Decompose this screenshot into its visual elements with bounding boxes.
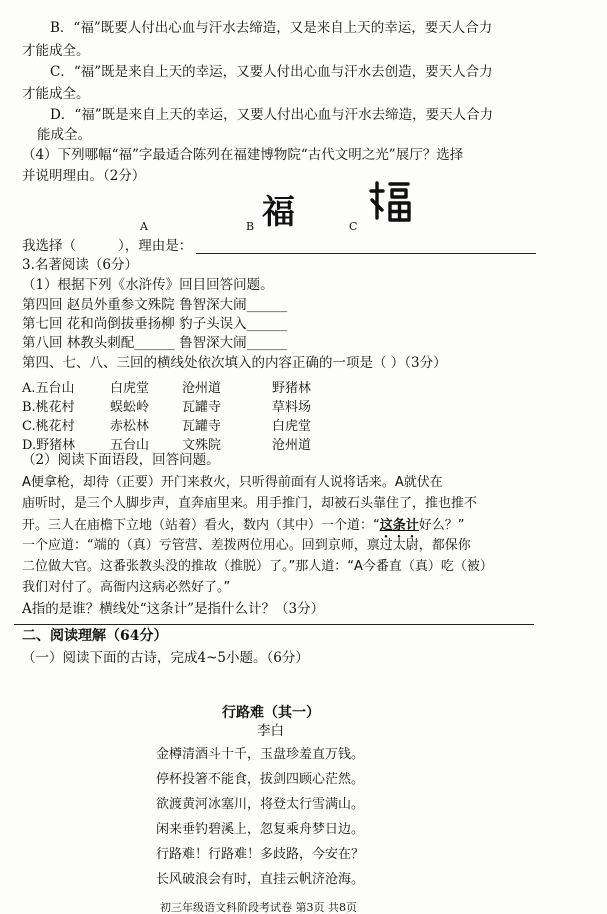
choice-d-3: 文殊院 bbox=[182, 438, 222, 453]
reading-part2: （2）阅读下面语段，回答问题。 bbox=[22, 452, 220, 468]
poem-line-3: 欲渡黄河冰塞川，将登太行雪满山。 bbox=[156, 797, 365, 812]
section2-title: 二、阅读理解（64分） bbox=[22, 628, 168, 644]
choice-a-1: A.五台山 bbox=[22, 381, 75, 396]
poem-line-1: 金樽清酒斗十千，玉盘珍羞直万钱。 bbox=[156, 747, 365, 762]
poem-line-2: 停杯投箸不能食，拔剑四顾心茫然。 bbox=[156, 772, 365, 787]
choice-b-3: 瓦罐寺 bbox=[182, 400, 222, 415]
passage-line-3-tail: 好么？” bbox=[418, 518, 465, 533]
option-c-line1: C．“福”既是来自上天的幸运，又要人付出心血与汗水去创造，要天人合力 bbox=[50, 64, 493, 80]
answer-choice-prefix: 我选择（ bbox=[22, 238, 76, 254]
label-c: C bbox=[349, 220, 358, 233]
q4-line2: 并说明理由。（2分） bbox=[22, 168, 146, 184]
passage-line-4: 一个应道：“端的（真）亏管营、差拨两位用心。回到京师，禀过太尉，都保你 bbox=[22, 538, 471, 553]
label-a: A bbox=[140, 220, 148, 233]
passage-line-6: 我们对付了。高衙内这病必然好了。” bbox=[22, 580, 231, 595]
choice-b-1: B.桃花村 bbox=[22, 400, 75, 415]
choice-a-4: 野猪林 bbox=[272, 381, 312, 396]
chapter-7: 第七回 花和尚倒拔垂扬柳 豹子头误入______ bbox=[22, 316, 288, 332]
chapter-4: 第四回 赵员外重参文殊院 鲁智深大闹______ bbox=[22, 297, 288, 313]
choice-b-2: 蜈蚣岭 bbox=[110, 400, 150, 415]
choice-d-2: 五台山 bbox=[110, 438, 150, 453]
poem-line-5: 行路难！行路难！多歧路，今安在？ bbox=[156, 847, 365, 862]
answer-reason-label: ），理由是： bbox=[118, 238, 193, 254]
answer-reason-line bbox=[196, 253, 536, 254]
choice-d-1: D.野猪林 bbox=[22, 438, 76, 453]
q4-line1: （4）下列哪幅“福”字最适合陈列在福建博物院“古代文明之光”展厅？选择 bbox=[22, 147, 464, 163]
passage-line-5: 二位做大官。这番张教头没的推故（推脱）了。”那人道：“A今番直（真）吃（被） bbox=[22, 559, 493, 574]
choice-a-3: 沧州道 bbox=[182, 381, 222, 396]
choice-c-3: 瓦罐寺 bbox=[182, 419, 222, 434]
chapter-8: 第八回 林教头刺配______ 鲁智深大闹______ bbox=[22, 335, 288, 351]
reading-section-title: 3.名著阅读（6分） bbox=[22, 257, 138, 273]
poem-line-4: 闲来垂钓碧溪上，忽复乘舟梦日边。 bbox=[156, 822, 365, 837]
page-footer: 初三年级语文科阶段考试卷 第3页 共8页 bbox=[160, 901, 357, 914]
choice-d-4: 沧州道 bbox=[272, 438, 312, 453]
option-b-line1: B．“福”既要人付出心血与汗水去缔造，又是来自上天的幸运，要天人合力 bbox=[50, 20, 493, 36]
choice-c-2: 赤松林 bbox=[110, 419, 150, 434]
poem-author: 李白 bbox=[257, 723, 284, 739]
label-b: B bbox=[246, 220, 255, 233]
section2-subtitle: （一）阅读下面的古诗，完成4~5小题。（6分） bbox=[22, 650, 309, 666]
passage-line-2: 庙听时，是三个人脚步声，直奔庙里来。用手推门，却被石头靠住了，推也推不 bbox=[22, 496, 478, 511]
poem-title: 行路难（其一） bbox=[222, 705, 320, 721]
reading-part1: （1）根据下列《水浒传》回目回答问题。 bbox=[22, 277, 274, 293]
fu-image-a bbox=[105, 185, 175, 223]
fu-seal-script-image bbox=[368, 178, 414, 224]
choice-a-2: 白虎堂 bbox=[110, 381, 150, 396]
choice-b-4: 草料场 bbox=[272, 400, 312, 415]
section-divider bbox=[14, 624, 534, 625]
passage-line-3-text: 开。三人在庙檐下立地（站着）看火，数内（其中）一个道：“ bbox=[22, 518, 380, 533]
option-b-line2: 才能成全。 bbox=[22, 43, 90, 59]
option-c-line2: 才能成全。 bbox=[22, 86, 90, 102]
option-d-line2: 能成全。 bbox=[37, 127, 91, 143]
option-d-line1: D．“福”既是来自上天的幸运，又要人付出心血与汗水去缔造，要天人合力 bbox=[50, 107, 494, 123]
passage-line-1: A便拿枪，却待（正要）开门来救火，只听得前面有人说将话来。A就伏在 bbox=[22, 475, 443, 490]
poem-line-6: 长风破浪会有时，直挂云帆济沧海。 bbox=[156, 872, 365, 887]
this-plan-underlined: 这条计 bbox=[379, 518, 419, 533]
passage-question: A指的是谁？横线处“这条计”是指什么计？（3分） bbox=[22, 601, 325, 617]
mcq-question: 第四、七、八、三回的横线处依次填入的内容正确的一项是（ ）（3分） bbox=[22, 355, 447, 371]
choice-c-1: C.桃花村 bbox=[22, 419, 75, 434]
choice-c-4: 白虎堂 bbox=[272, 419, 312, 434]
fu-image-b: 福 bbox=[262, 192, 295, 231]
